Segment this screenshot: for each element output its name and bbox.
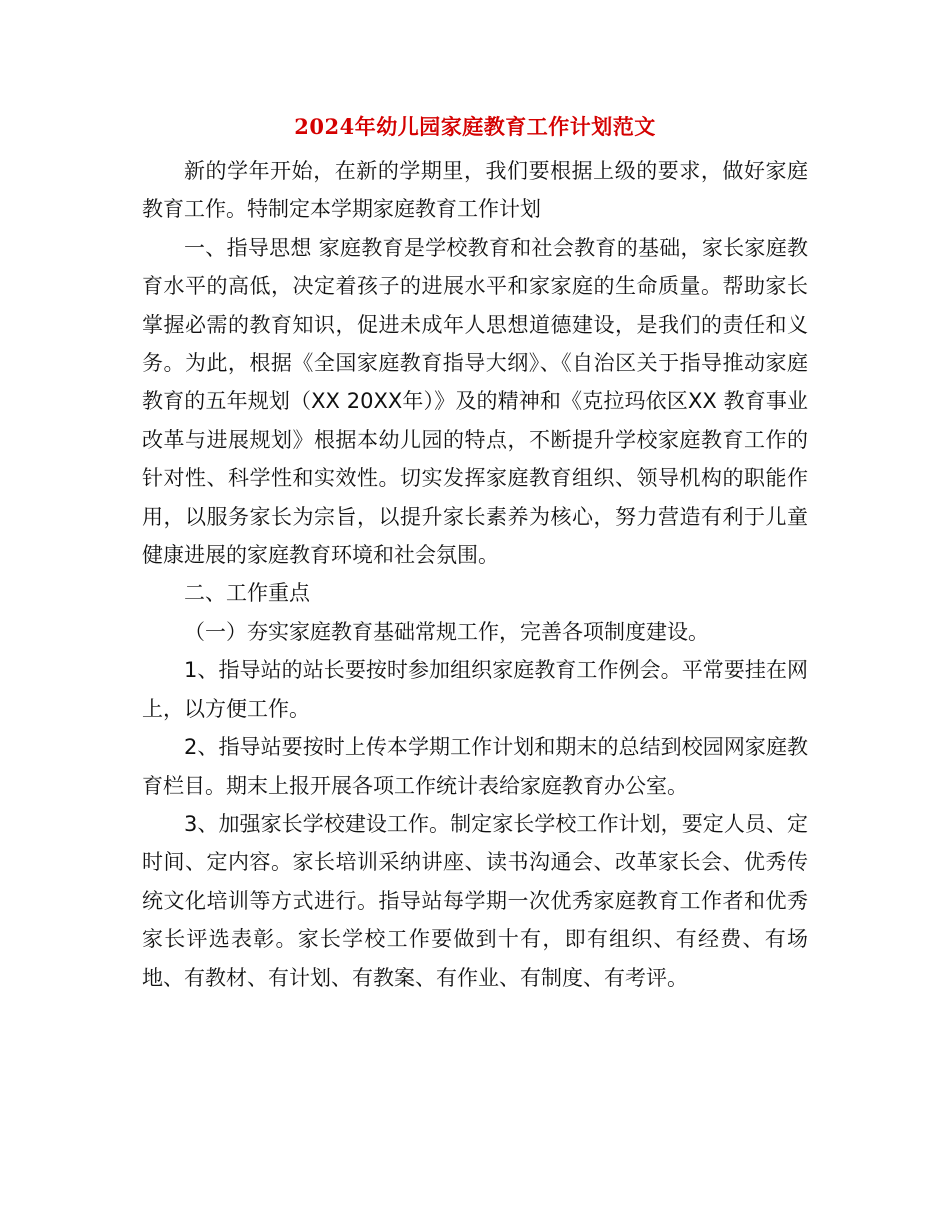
paragraph-item-2: 2、指导站要按时上传本学期工作计划和期末的总结到校园网家庭教育栏目。期末上报开展各项工作统计表给家庭教育办公室。 bbox=[142, 735, 808, 798]
document-body bbox=[142, 152, 808, 997]
paragraph-guiding-ideology: 一、指导思想 家庭教育是学校教育和社会教育的基础，家长家庭教育水平的高低，决定着孩子的进展水平和家家庭的生命质量。帮助家长掌握必需的教育知识，促进未成年人思想道德建设，是我们的责任和义务。为此，根据《全国家庭教育指导大纲》、《自治区关于指导推动家庭教育的五年规划（XX 20XX年）》及的精神和《克拉玛依区XX 教育事业改革与进展规划》根据本幼儿园的特点，不断提升学校家庭教育工作的针对性、科学性和实效性。切实发挥家庭教育组织、领导机构的职能作用，以服务家长为宗旨，以提升家长素养为核心，努力营造有利于儿童健康进展的家庭教育环境和社会氛围。 bbox=[142, 235, 808, 568]
subsection-heading-1: （一）夯实家庭教育基础常规工作，完善各项制度建设。 bbox=[184, 619, 709, 644]
paragraph-intro: 新的学年开始，在新的学期里，我们要根据上级的要求，做好家庭教育工作。特制定本学期家庭教育工作计划 bbox=[142, 159, 808, 222]
document-title: 2024年幼儿园家庭教育工作计划范文 bbox=[294, 114, 656, 139]
paragraph-item-3: 3、加强家长学校建设工作。制定家长学校工作计划，要定人员、定时间、定内容。家长培训采纳讲座、读书沟通会、改革家长会、优秀传统文化培训等方式进行。指导站每学期一次优秀家庭教育工作者和优秀家长评选表彰。家长学校工作要做到十有，即有组织、有经费、有场地、有教材、有计划、有教案、有作业、有制度、有考评。 bbox=[142, 811, 808, 990]
paragraph-item-1: 1、指导站的站长要按时参加组织家庭教育工作例会。平常要挂在网上，以方便工作。 bbox=[142, 658, 808, 721]
section-heading-work-focus: 二、工作重点 bbox=[184, 581, 310, 606]
